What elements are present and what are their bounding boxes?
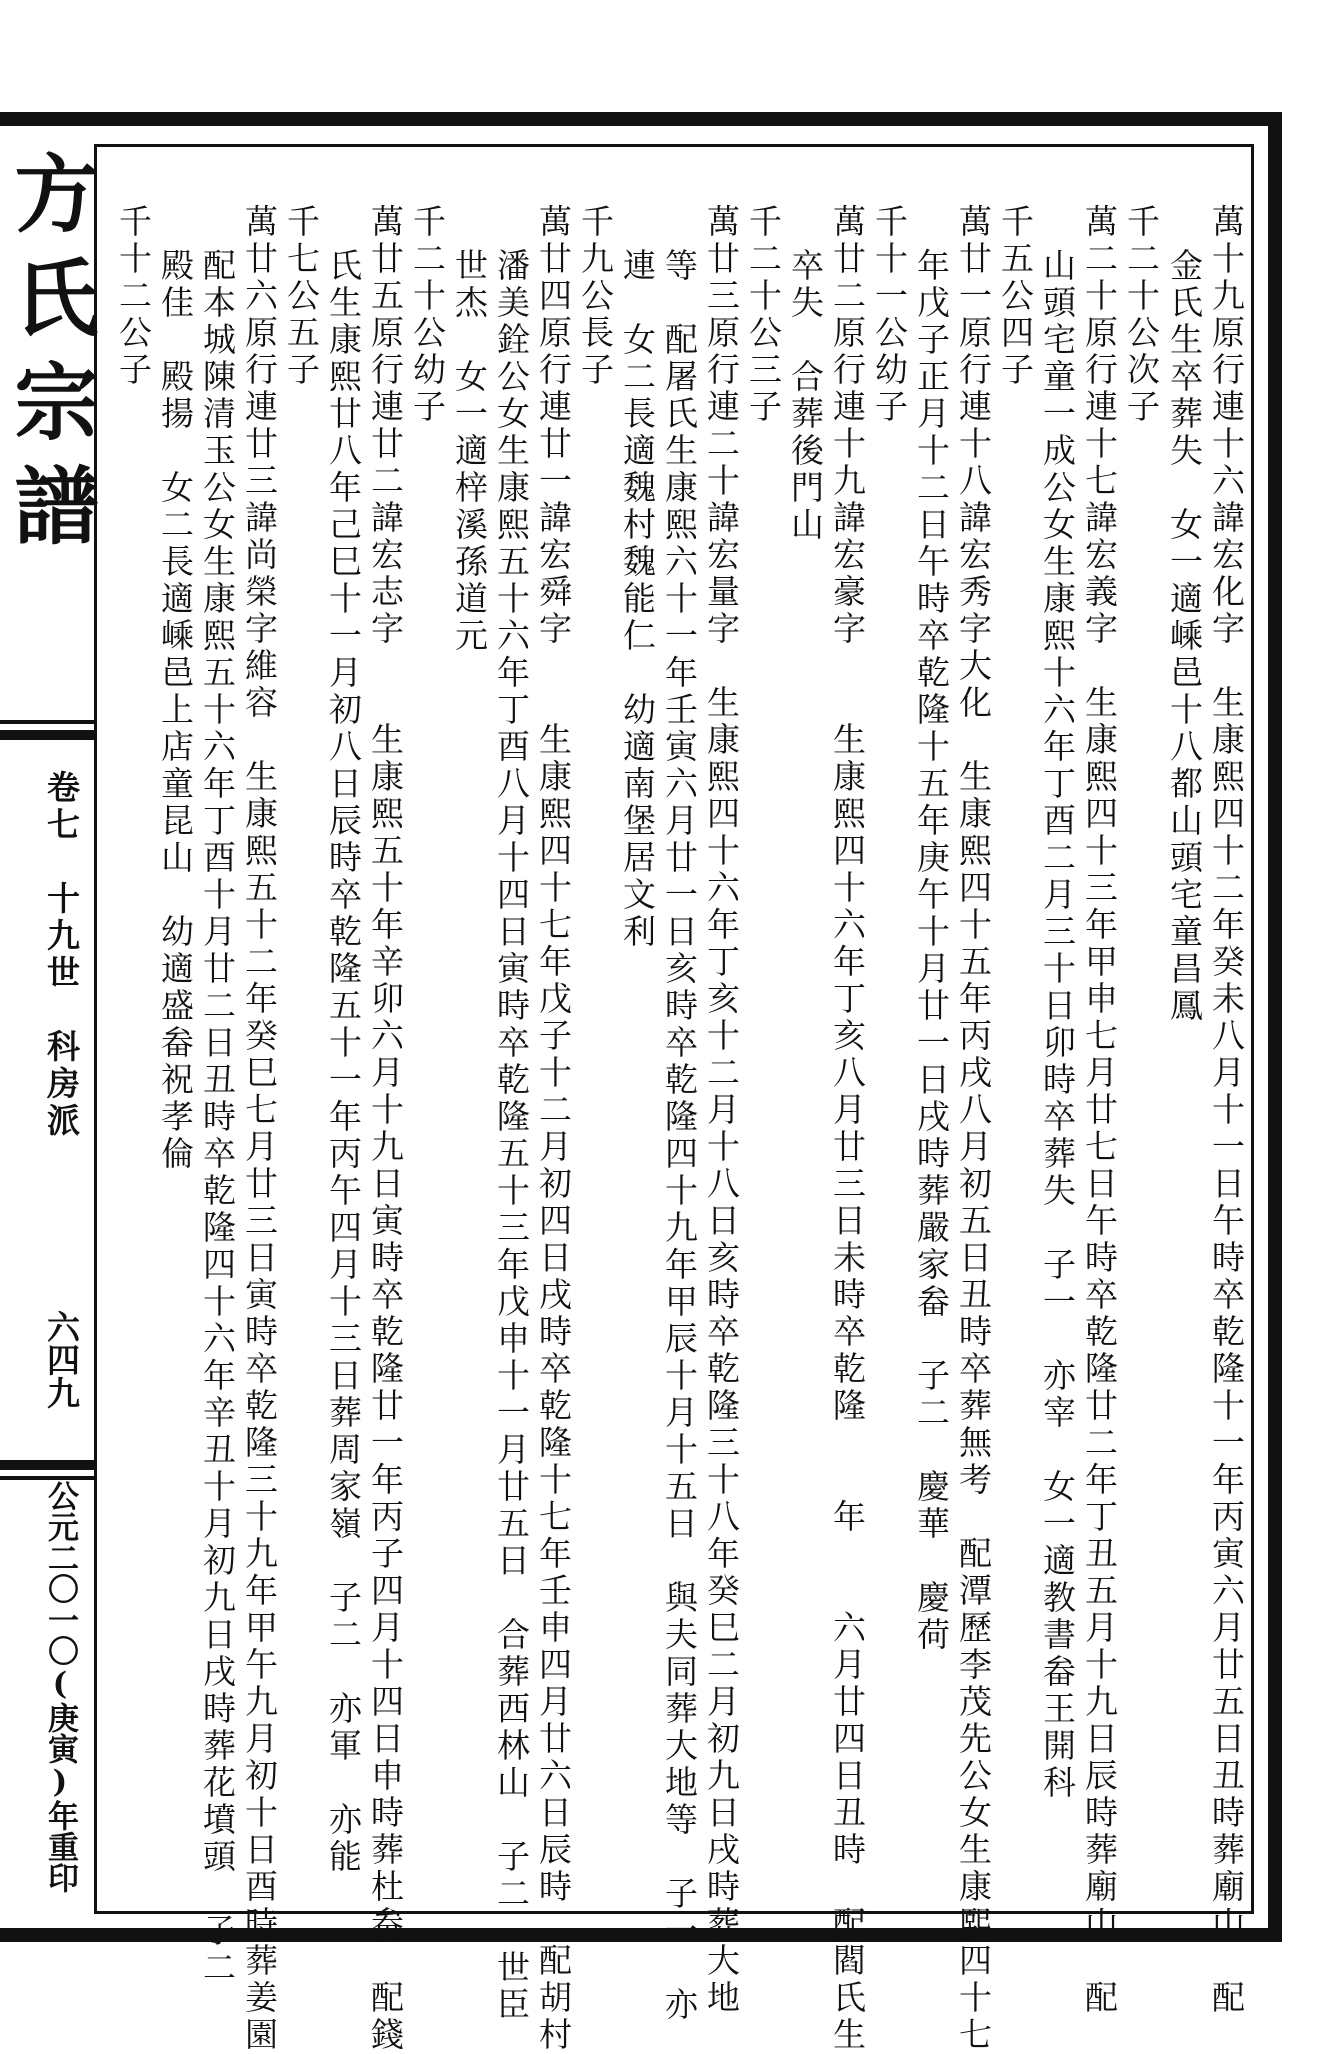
genealogy-column: 潘美銓公女生康熙五十六年丁酉八月十四日寅時卒乾隆五十三年戊申十一月廿五日 合葬西林山 子二 世臣 bbox=[492, 248, 531, 2024]
genealogy-column: 萬廿二原行連十九諱宏豪字 生康熙四十六年丁亥八月廿三日未時卒乾隆 年 六月廿四日丑時 配閻氏生 bbox=[828, 204, 867, 2054]
reprint-note: 公元二〇一〇(庚寅)年重印 bbox=[42, 1480, 78, 1893]
band-divider bbox=[0, 1460, 94, 1470]
genealogy-column: 等 配屠氏生康熙六十一年壬寅六月廿一日亥時卒乾隆四十九年甲辰十月十五日 與夫同葬大地等 子一 亦 bbox=[660, 248, 699, 2024]
genealogy-column: 千二十公幼子 bbox=[408, 204, 447, 426]
genealogy-column: 金氏生卒葬失 女一適嵊邑十八都山頭宅童昌鳳 bbox=[1165, 248, 1204, 1025]
genealogy-column: 萬廿五原行連廿二諱宏志字 生康熙五十年辛卯六月十九日寅時卒乾隆廿一年丙子四月十四日申時葬杜畚 配錢 bbox=[366, 204, 405, 2054]
genealogy-column: 千五公四子 bbox=[996, 204, 1035, 389]
band-divider bbox=[0, 720, 94, 724]
genealogy-column: 千二十公三子 bbox=[744, 204, 783, 426]
genealogy-column: 千十一公幼子 bbox=[870, 204, 909, 426]
genealogy-column: 卒失 合葬後門山 bbox=[786, 248, 825, 544]
book-title: 方氏宗譜 bbox=[1, 150, 100, 566]
genealogy-column: 氏生康熙廿八年己巳十一月初八日辰時卒乾隆五十一年丙午四月十三日葬周家嶺 子二 亦軍 亦能 bbox=[324, 248, 363, 1876]
genealogy-column: 連 女二長適魏村魏能仁 幼適南堡居文利 bbox=[618, 248, 657, 951]
genealogy-column: 千十二公子 bbox=[114, 204, 153, 389]
volume-info: 卷七 十九世 科房派 bbox=[42, 770, 81, 1140]
genealogy-column: 千七公五子 bbox=[282, 204, 321, 389]
genealogy-column: 殿佳 殿揚 女二長適嵊邑上店童昆山 幼適盛畚祝孝倫 bbox=[156, 248, 195, 1173]
genealogy-column: 配本城陳清玉公女生康熙五十六年丁酉十月廿二日丑時卒乾隆四十六年辛丑十月初九日戌時葬花墳頭 子二 bbox=[198, 248, 237, 1987]
genealogy-column: 萬十九原行連十六諱宏化字 生康熙四十二年癸未八月十一日午時卒乾隆十一年丙寅六月廿五日丑時葬廟山 配 bbox=[1207, 204, 1246, 2017]
genealogy-column: 萬廿六原行連廿三諱尚榮字維容 生康熙五十二年癸巳七月廿三日寅時卒乾隆三十九年甲午九月初十日酉時葬姜園 bbox=[240, 204, 279, 2054]
genealogy-column: 萬二十原行連十七諱宏義字 生康熙四十三年甲申七月廿七日午時卒乾隆廿二年丁丑五月十九日辰時葬廟山 配 bbox=[1080, 204, 1119, 2017]
genealogy-column: 世杰 女一適梓溪孫道元 bbox=[450, 248, 489, 655]
page-number: 六四九 bbox=[42, 1310, 81, 1409]
band-divider bbox=[0, 730, 94, 740]
genealogy-column: 千二十公次子 bbox=[1122, 204, 1161, 426]
genealogy-column: 年戊子正月十二日午時卒乾隆十五年庚午十月廿一日戌時葬嚴家畚 子二 慶華 慶荷 bbox=[912, 248, 951, 1654]
genealogy-column: 萬廿三原行連二十諱宏量字 生康熙四十六年丁亥十二月十八日亥時卒乾隆三十八年癸巳二月初九日戌時葬大地 bbox=[702, 204, 741, 2017]
genealogy-column: 千九公長子 bbox=[576, 204, 615, 389]
genealogy-column: 萬廿一原行連十八諱宏秀字大化 生康熙四十五年丙戌八月初五日丑時卒葬無考 配潭歷李茂先公女生康熙四十七 bbox=[954, 204, 993, 2054]
genealogy-column: 山頭宅童一成公女生康熙十六年丁酉二月三十日卯時卒葬失 子一 亦宰 女一適教書畚王開科 bbox=[1038, 248, 1077, 1802]
genealogy-column: 萬廿四原行連廿一諱宏舜字 生康熙四十七年戊子十二月初四日戌時卒乾隆十七年壬申四月廿六日辰時 配胡村 bbox=[534, 204, 573, 2054]
